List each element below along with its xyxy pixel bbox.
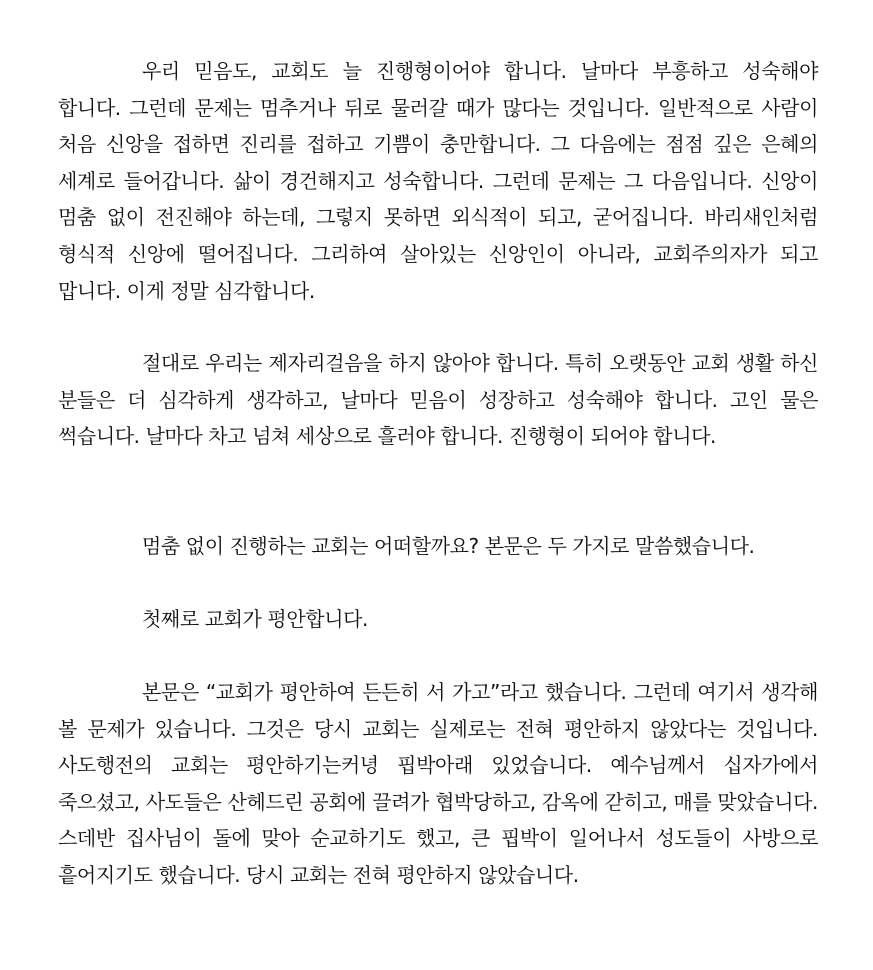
paragraph-4-heading: 첫째로 교회가 평안합니다. (142, 607, 368, 631)
paragraph-3: 멈춤 없이 진행하는 교회는 어떠할까요? 본문은 두 가지로 말씀했습니다. (142, 534, 755, 558)
paragraph-1: 우리 믿음도, 교회도 늘 진행형이어야 합니다. 날마다 부흥하고 성숙해야 합니다. 그런데 문제는 멈추거나 뒤로 물러갈 때가 많다는 것입니다. 일반적으로 사람이 처음 신앙을 접하면 진리를 접하고 기쁨이 충만합니다. 그 다음에는 점점 깊은 은혜의 세계로 들어갑니다. 삶이 경건해지고 성숙합니다. 그런데 문제는 그 다음입니다. 신앙이 멈춤 없이 전진해야 하는데, 그렇지 못하면 외식적이 되고, 굳어집니다. 바리새인처럼 형식적 신앙에 떨어집니다. 그리하여 살아있는 신앙인이 아니라, 교회주의자가 되고 맙니다. 이게 정말 심각합니다. (58, 59, 818, 303)
paragraph-2: 절대로 우리는 제자리걸음을 하지 않아야 합니다. 특히 오랫동안 교회 생활 하신 분들은 더 심각하게 생각하고, 날마다 믿음이 성장하고 성숙해야 합니다. 고인 물은 썩습니다. 날마다 차고 넘쳐 세상으로 흘러야 합니다. 진행형이 되어야 합니다. (58, 351, 818, 449)
paragraph-5: 본문은 “교회가 평안하여 든든히 서 가고”라고 했습니다. 그런데 여기서 생각해 볼 문제가 있습니다. 그것은 당시 교회는 실제로는 전혀 평안하지 않았다는 것입니다. 사도행전의 교회는 평안하기는커녕 핍박아래 있었습니다. 예수님께서 십자가에서 죽으셨고, 사도들은 산헤드린 공회에 끌려가 협박당하고, 감옥에 갇히고, 매를 맞았습니다. 스데반 집사님이 돌에 맞아 순교하기도 했고, 큰 핍박이 일어나서 성도들이 사방으로 흩어지기도 했습니다. 당시 교회는 전혀 평안하지 않았습니다. (58, 680, 818, 887)
